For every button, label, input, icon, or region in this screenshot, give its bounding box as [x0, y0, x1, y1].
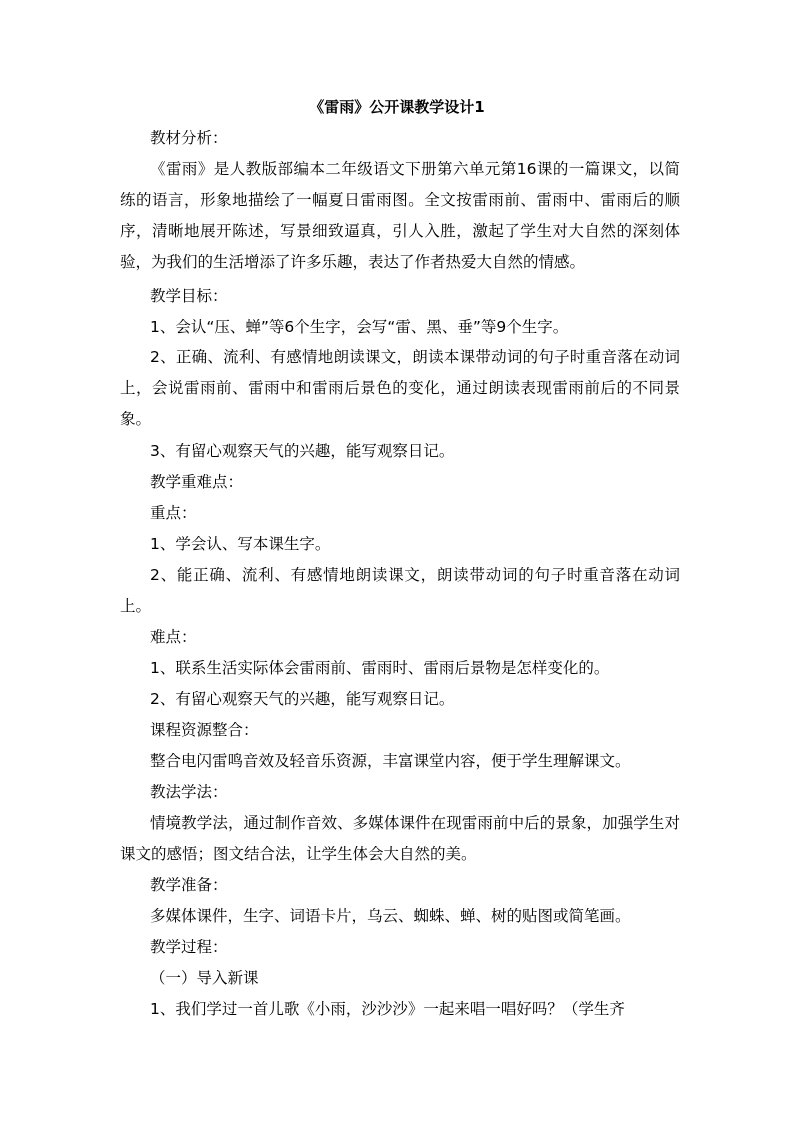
process-step-1: 1、我们学过一首儿歌《小雨，沙沙沙》一起来唱一唱好吗？（学生齐 — [150, 1000, 625, 1018]
keypoints-heading: 教学重难点： — [150, 473, 244, 491]
difficulty-heading: 难点： — [150, 628, 197, 646]
methods-heading: 教法学法： — [150, 783, 228, 801]
goal-item-3: 3、有留心观察天气的兴趣，能写观察日记。 — [150, 442, 455, 460]
prep-heading: 教学准备： — [150, 876, 228, 894]
goal-item-2: 2、正确、流利、有感情地朗读课文，朗读本课带动词的句子时重音落在动词上，会说雷雨前、雷雨中和雷雨后景色的变化，通过朗读表现雷雨前后的不同景象。 — [120, 348, 680, 428]
difficulty-item-2: 2、有留心观察天气的兴趣，能写观察日记。 — [150, 690, 455, 708]
resources-paragraph: 整合电闪雷鸣音效及轻音乐资源，丰富课堂内容，便于学生理解课文。 — [150, 752, 631, 770]
difficulty-item-1: 1、联系生活实际体会雷雨前、雷雨时、雷雨后景物是怎样变化的。 — [150, 659, 610, 677]
goals-heading: 教学目标： — [150, 287, 228, 305]
material-paragraph: 《雷雨》是人教版部编本二年级语文下册第六单元第16课的一篇课文，以简练的语言，形象地描绘了一幅夏日雷雨图。全文按雷雨前、雷雨中、雷雨后的顺序，清晰地展开陈述，写景细致逼真，引人入胜，激起了学生对大自然的深刻体验，为我们的生活增添了许多乐趣，表达了作者热爱大自然的情感。 — [120, 160, 680, 271]
process-section-1: （一）导入新课 — [150, 969, 259, 987]
focus-item-1: 1、学会认、写本课生字。 — [150, 535, 331, 553]
resources-heading: 课程资源整合： — [150, 721, 259, 739]
document-title: 《雷雨》公开课教学设计1 — [309, 98, 485, 116]
prep-paragraph: 多媒体课件，生字、词语卡片，乌云、蜘蛛、蝉、树的贴图或简笔画。 — [150, 907, 631, 925]
process-heading: 教学过程： — [150, 938, 228, 956]
material-heading: 教材分析： — [150, 129, 228, 147]
goal-item-1: 1、会认“压、蝉”等6个生字，会写“雷、黑、垂”等9个生字。 — [150, 318, 569, 336]
methods-paragraph: 情境教学法，通过制作音效、多媒体课件在现雷雨前中后的景象，加强学生对课文的感悟；图文结合法，让学生体会大自然的美。 — [120, 814, 680, 863]
focus-heading: 重点： — [150, 504, 197, 522]
focus-item-2: 2、能正确、流利、有感情地朗读课文，朗读带动词的句子时重音落在动词上。 — [120, 566, 680, 615]
